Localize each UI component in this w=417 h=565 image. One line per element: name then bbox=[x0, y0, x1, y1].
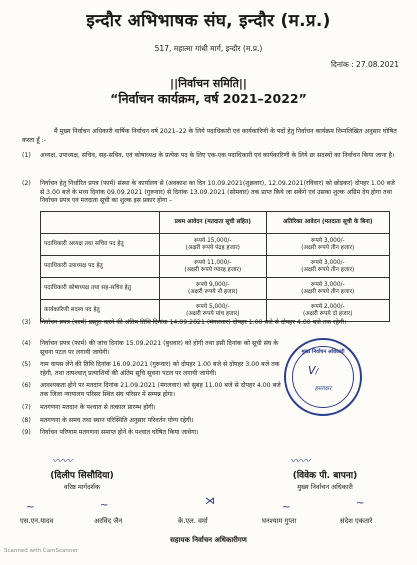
extra-fee-cell bbox=[266, 256, 389, 278]
signatory-left-role: वरिष्ठ मार्गदर्शक bbox=[64, 483, 100, 491]
intro-paragraph: मैं मुख्य निर्वाचन अधिकारी वार्षिक निर्वाचन वर्ष 2021–22 के लिये पदाधिकारी एवं कार्यकारिणी के पदों हेतु निर्वाचन कार्यक्रम निम्नलिखित अनुसार घोषित करता हूँ :- bbox=[22, 128, 397, 144]
point-9 bbox=[22, 429, 282, 438]
notice-date: दिनांक : 27.08.2021 bbox=[330, 60, 399, 69]
assistant-name: घनश्याम गुप्ता bbox=[262, 517, 297, 525]
point-text: आवश्यकता होने पर मतदान दिनांक 21.09.2021 (मंगलवार) को सुबह 11.00 बजे से दोपहर 4.00 बजे तक जिला न्यायालय परिसर स्थित संघ परिसर में सम्पन्न होगा। bbox=[40, 382, 281, 398]
table-header-row bbox=[41, 212, 390, 234]
table-row bbox=[41, 234, 390, 256]
fee-amount: रूपये 2,000/- bbox=[310, 303, 345, 310]
point-text: निर्वाचन प्रपत्र (फार्म) की जांच दिनांक 15.09.2021 (बुधवार) को होगी तथा इसी दिनांक को सूची संघ के सूचना पटल पर लगायी जायेगी। bbox=[40, 340, 279, 356]
fee-amount: रूपये 9,000/- bbox=[195, 281, 230, 288]
fee-amount: रूपये 15,000/- bbox=[194, 237, 232, 244]
point-8 bbox=[22, 417, 282, 426]
assistant-name: अरविंद जैन bbox=[94, 517, 123, 525]
signature-icon: 〰〰 bbox=[290, 456, 310, 467]
point-text: निर्वाचन प्रपत्र (फार्म) प्रस्तुत करने की अंतिम तिथि दिनांक 14.09.2021 (मंगलवार) दोपहर 1.00 बजे से दोपहर 4.00 बजे तक रहेगी। bbox=[40, 319, 347, 326]
fee-amount: रूपये 11,000/- bbox=[194, 259, 232, 266]
fee-words: (अक्षरी रूपये दो हजार) bbox=[303, 310, 353, 317]
assistant-name: संदेश एकतारे bbox=[340, 517, 373, 525]
signatory-right-name: (विवेक पी. बापना) bbox=[292, 471, 358, 481]
fee-amount: रूपये 3,000/- bbox=[310, 259, 345, 266]
fee-words: (अक्षरी रूपये तीन हजार) bbox=[301, 266, 355, 273]
fee-amount: रूपये 3,000/- bbox=[310, 281, 345, 288]
signature-icon: ~ bbox=[282, 502, 291, 513]
point-number: (2) bbox=[22, 180, 31, 187]
point-number: (5) bbox=[22, 361, 31, 368]
committee-heading: ||निर्वाचन समिति|| bbox=[170, 77, 247, 90]
signatory-left-name: (दिलीप सिसौदिया) bbox=[50, 471, 114, 481]
fee-table bbox=[40, 211, 390, 322]
point-text: नाम वापस लेने की तिथि दिनांक 16.09.2021 (गुरूवार) को दोपहर 1.00 बजे से दोपहर 3.00 बजे तक रहेगी, तथा तत्पश्चात् प्रत्याशियों की अंतिम सूचि सूचना पटल पर लगायी जायेगी। bbox=[40, 361, 280, 377]
extra-fee-cell bbox=[266, 234, 389, 256]
point-7 bbox=[22, 404, 282, 413]
signature-icon: ⋊ bbox=[205, 496, 215, 507]
fee-words: (अक्षरी रूपये तीन हजार) bbox=[301, 288, 355, 295]
point-number: (6) bbox=[22, 382, 31, 389]
extra-fee-cell bbox=[266, 278, 389, 300]
point-2 bbox=[22, 180, 398, 206]
point-text: निर्वाचन हेतु निर्धारित प्रपत्र (फार्म) संस्था के कार्यालय से (अवकाश का दिन 10.09.2021(शुक्रवार), 12.09.2021(रविवार) को छोड़कर) दोपहर 1.00 बजे से 3.00 बजे के मध्य दिनांक 09.09.2021 (गुरूवार) से दिनांक 13.09.2021 (सोमवार) तक प्राप्त किये जा सकेंगे एवं उसका शुल्क अग्रिम देय होगा तथा निर्वाचन प्रपत्र एवं मतदाता सूची का शुल्क इस प्रकार होगा – bbox=[40, 180, 395, 204]
seal-sign-label: हस्ताक्षर bbox=[314, 386, 332, 392]
point-number: (9) bbox=[22, 429, 31, 436]
signature-icon: V/ bbox=[308, 364, 319, 377]
point-number: (8) bbox=[22, 417, 31, 424]
point-text: मतगणना के समय तथा स्थान परिस्थिति अनुसार परिवर्तन योग्य रहेगी। bbox=[40, 417, 194, 424]
table-row bbox=[41, 278, 390, 300]
point-number: (4) bbox=[22, 340, 31, 347]
fee-amount: रूपये 3,000/- bbox=[310, 237, 345, 244]
point-text: मतगणना मतदान के पश्चात से तत्काल प्रारम्भ होगी। bbox=[40, 404, 156, 411]
post-cell: पदाधिकारी उपाध्यक्ष पद हेतु bbox=[41, 256, 160, 278]
table-header-first: प्रथम आवेदन (मतदाता सूची सहित) bbox=[160, 212, 267, 234]
point-5 bbox=[22, 361, 282, 378]
point-number: (1) bbox=[22, 152, 31, 159]
point-number: (3) bbox=[22, 319, 31, 326]
fee-amount: रूपये 5,000/- bbox=[195, 303, 230, 310]
fee-words: (अक्षरी रूपये ग्यारह हजार) bbox=[184, 266, 242, 273]
signature-icon: ~ bbox=[100, 500, 109, 511]
program-heading: “निर्वाचन कार्यक्रम, वर्ष 2021–2022” bbox=[110, 91, 307, 106]
fee-words: (अक्षरी रूपये पांच हजार) bbox=[186, 310, 240, 317]
assistant-name: के.एल. वर्मा bbox=[178, 517, 208, 525]
table-header-extra: अतिरिक्त आवेदन (मतदाता सूची के बिना) bbox=[266, 212, 389, 234]
first-fee-cell bbox=[160, 234, 267, 256]
fee-words: (अक्षरी रूपये पंद्रह हजार) bbox=[185, 244, 240, 251]
point-number: (7) bbox=[22, 404, 31, 411]
assistant-name: एस.एन.यादव bbox=[20, 517, 54, 525]
fee-words: (अक्षरी रूपये नौ हजार) bbox=[187, 288, 238, 295]
point-1 bbox=[22, 152, 398, 161]
post-cell: पदाधिकारी कोषाध्यक्ष तथा सह-सचिव हेतु bbox=[41, 278, 160, 300]
table-header-post bbox=[41, 212, 160, 234]
point-4 bbox=[22, 340, 282, 357]
first-fee-cell bbox=[160, 256, 267, 278]
point-6 bbox=[22, 382, 282, 399]
assistants-heading: सहायक निर्वाचन अधिकारीगण bbox=[170, 536, 247, 544]
post-cell: पदाधिकारी अध्यक्ष तथा सचिव पद हेतु bbox=[41, 234, 160, 256]
page-title: इन्दौर अभिभाषक संघ, इन्दौर (म.प्र.) bbox=[86, 11, 331, 31]
seal-text: मुख्य निर्वाचन अधिकारी bbox=[301, 349, 345, 355]
official-seal bbox=[284, 338, 362, 416]
point-text: निर्वाचन परिणाम मतगणना समाप्त होने के पश्चात घोषित किया जावेगा। bbox=[40, 429, 199, 436]
scanner-watermark: Scanned with CamScanner bbox=[4, 548, 78, 554]
fee-words: (अक्षरी रूपये तीन हजार) bbox=[301, 244, 355, 251]
point-text: अध्यक्ष, उपाध्यक्ष, सचिव, सह-सचिव, एवं कोषाध्यक्ष के प्रत्येक पद के लिए एक-एक पदाधिकारी एवं कार्यकारिणी के लिये छः सदस्यों का निर्वाचन किया जाना है। bbox=[40, 152, 395, 159]
post-cell: कार्यकारिणी सदस्य पद हेतु bbox=[41, 300, 160, 322]
signature-icon: ~ bbox=[356, 498, 365, 509]
signature-icon: 〰〰 bbox=[52, 456, 72, 467]
point-3 bbox=[22, 319, 398, 328]
seal-inner-ring bbox=[292, 346, 354, 408]
first-fee-cell bbox=[160, 278, 267, 300]
address: 517, महात्मा गांधी मार्ग, इन्दौर (म.प्र.) bbox=[154, 44, 263, 53]
signature-icon: ~ bbox=[26, 502, 35, 513]
table-row bbox=[41, 256, 390, 278]
signatory-right-role: मुख्य निर्वाचन अधिकारी bbox=[297, 483, 353, 491]
